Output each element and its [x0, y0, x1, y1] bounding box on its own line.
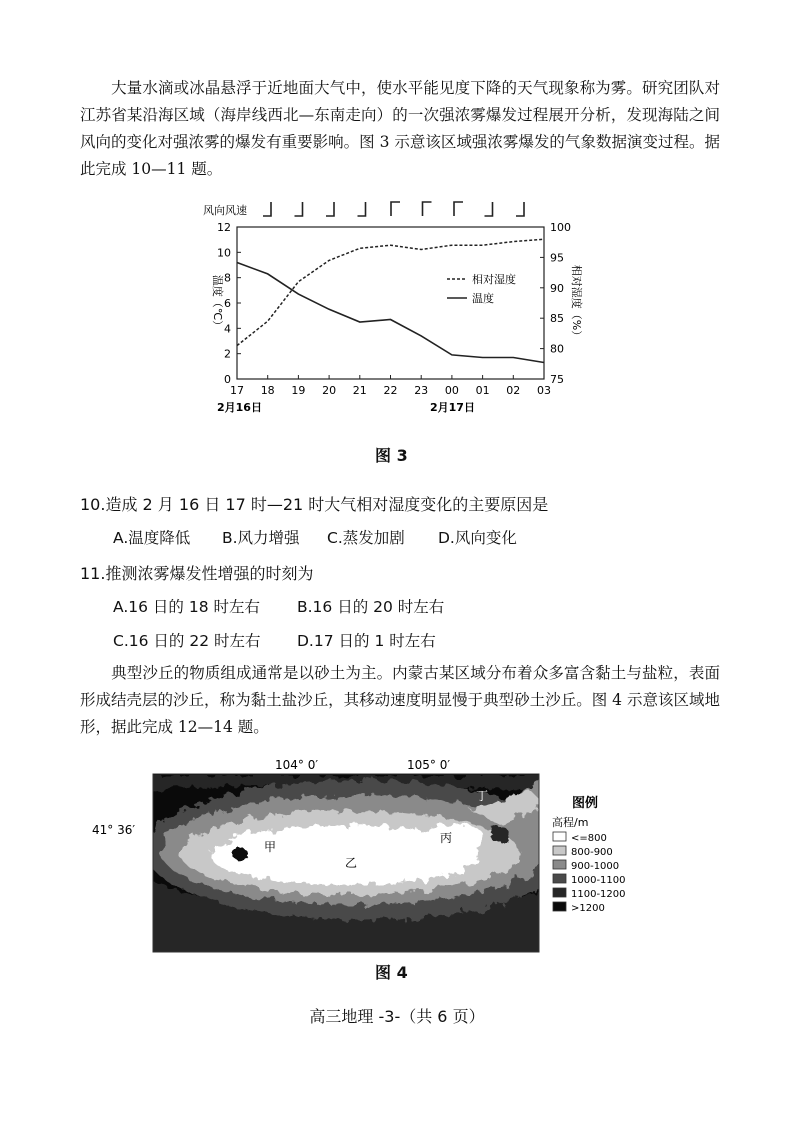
legend-swatch	[553, 832, 566, 841]
q11-option-b: B.16 日的 20 时左右	[297, 598, 445, 616]
page-footer: 高三地理 -3-（共 6 页）	[309, 1007, 485, 1026]
figure-4-caption: 图 4	[375, 963, 408, 982]
left-tick-label: 10	[217, 246, 231, 260]
intro-text-2: 典型沙丘的物质组成通常是以砂土为主。内蒙古某区域分布着众多富含黏土与盐粒，表面形成结壳层的沙丘，称为黏土盐沙丘，其移动速度明显慢于典型砂土沙丘。图 4 示意该区域地形，据此完成 12—14 题。	[80, 664, 720, 736]
q10-option-a: A.温度降低	[113, 529, 191, 547]
right-axis	[540, 221, 571, 386]
wind-barb-icon	[358, 202, 366, 216]
q10-option-d: D.风向变化	[438, 529, 517, 547]
legend-humidity-label: 相对湿度	[472, 273, 516, 286]
legend-swatch	[553, 902, 566, 911]
q10-option-b: B.风力增强	[222, 529, 300, 547]
legend-swatch	[553, 846, 566, 855]
question-10-stem: 10.造成 2 月 16 日 17 时—21 时大气相对湿度变化的主要原因是	[80, 495, 549, 514]
intro-text: 大量水滴或冰晶悬浮于近地面大气中，使水平能见度下降的天气现象称为雾。研究团队对江苏省某沿海区域（海岸线西北—东南走向）的一次强浓雾爆发过程展开分析，发现海陆之间风向的变化对强浓雾的爆发有重要影响。图 3 示意该区域强浓雾爆发的气象数据演变过程。据此完成 10—11 题。	[80, 79, 720, 178]
x-tick-label: 02	[506, 384, 521, 397]
legend-item-label: 900-1000	[571, 861, 620, 872]
x-tick-label: 01	[475, 384, 490, 397]
right-axis-label: 相对湿度（%）	[570, 264, 583, 342]
legend-item-label: 1100-1200	[571, 889, 626, 900]
x-tick-label: 20	[322, 384, 337, 397]
x-tick-label: 03	[537, 384, 551, 397]
intro-paragraph-fog	[80, 75, 720, 183]
legend-swatch	[553, 874, 566, 883]
date-label-17: 2月17日	[430, 401, 475, 414]
x-tick-label: 19	[291, 384, 306, 397]
legend-title: 图例	[572, 796, 599, 811]
latitude-41-36: 41° 36′	[92, 823, 136, 837]
left-tick-label: 4	[224, 322, 231, 336]
x-tick-label: 00	[444, 384, 459, 397]
wind-barb-icon	[454, 202, 463, 216]
wind-barb-icon	[423, 202, 432, 216]
legend-item-label: <=800	[571, 833, 607, 844]
question-11-stem: 11.推测浓雾爆发性增强的时刻为	[80, 564, 314, 583]
date-label-16: 2月16日	[217, 401, 262, 414]
q11-option-d: D.17 日的 1 时左右	[297, 632, 436, 650]
map-legend	[552, 795, 626, 914]
left-tick-label: 8	[224, 271, 231, 285]
q11-option-c: C.16 日的 22 时左右	[113, 632, 261, 650]
legend-swatch	[553, 860, 566, 869]
figure-3-caption: 图 3	[375, 446, 408, 465]
legend-unit: 高程/m	[552, 816, 589, 829]
q10-option-c: C.蒸发加剧	[327, 529, 405, 547]
left-tick-label: 2	[224, 347, 231, 361]
x-tick-label: 17	[230, 384, 244, 397]
x-tick-label: 21	[352, 384, 367, 397]
x-tick-label: 23	[414, 384, 429, 397]
wind-label: 风向风速	[203, 204, 247, 217]
longitude-104: 104° 0′	[275, 758, 319, 772]
figure-4-map	[0, 750, 794, 970]
left-tick-label: 6	[224, 297, 231, 310]
right-tick-label: 90	[550, 281, 564, 295]
x-tick-label: 18	[260, 384, 275, 397]
longitude-105: 105° 0′	[407, 758, 451, 772]
place-yi: 乙	[345, 856, 358, 870]
left-axis-label: 温度（℃）	[211, 274, 224, 332]
plot-frame	[237, 227, 544, 379]
wind-barb-icon	[263, 202, 271, 216]
wind-barb-icon	[295, 202, 303, 216]
wind-barb-icon	[391, 202, 400, 216]
left-tick-label: 0	[224, 373, 231, 386]
legend-temperature-label: 温度	[472, 292, 494, 305]
x-tick-label: 22	[383, 384, 398, 397]
left-tick-label: 12	[217, 221, 231, 234]
legend-item-label: >1200	[571, 903, 605, 914]
wind-barb-icon	[326, 202, 334, 216]
right-tick-label: 100	[550, 221, 571, 234]
place-jia: 甲	[264, 840, 277, 854]
legend-swatch	[553, 888, 566, 897]
elevation-map	[145, 774, 575, 955]
intro-paragraph-dunes	[80, 660, 720, 741]
place-ding: 丁	[476, 789, 489, 803]
q11-option-a: A.16 日的 18 时左右	[113, 598, 260, 616]
place-bing: 丙	[440, 831, 453, 845]
wind-barb-icon	[516, 202, 524, 216]
wind-barbs	[263, 202, 524, 216]
right-tick-label: 80	[550, 342, 564, 356]
wind-barb-icon	[485, 202, 493, 216]
right-tick-label: 75	[550, 373, 564, 386]
x-axis	[230, 375, 551, 397]
legend-item-label: 1000-1100	[571, 875, 626, 886]
right-tick-label: 95	[550, 251, 564, 265]
humidity-series-line	[237, 239, 544, 345]
chart-legend	[447, 272, 516, 305]
legend-item-label: 800-900	[571, 847, 613, 858]
right-tick-label: 85	[550, 312, 564, 326]
